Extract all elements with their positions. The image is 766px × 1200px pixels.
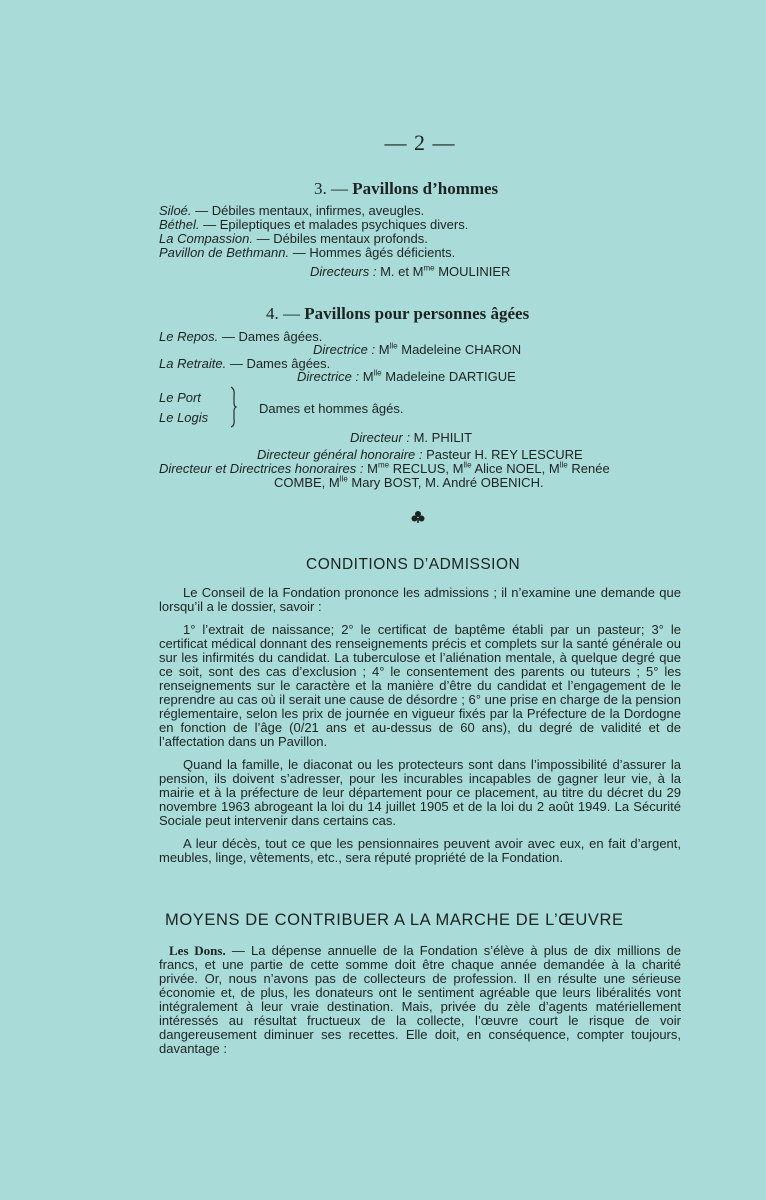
conditions-body <box>159 586 681 874</box>
director-sup: lle <box>373 368 382 378</box>
hon-name: COMBE, <box>274 475 326 490</box>
directors-sup: me <box>423 263 435 273</box>
repos-line <box>159 330 322 344</box>
retraite-desc: — Dames âgées. <box>229 356 331 371</box>
conditions-paragraph: Le Conseil de la Fondation prononce les admissions ; il n’examine une demande que lorsqu’il a le dossier, savoir : <box>159 585 681 614</box>
port-logis-desc: Dames et hommes âgés. <box>259 401 404 416</box>
moyens-body <box>159 944 681 1065</box>
retraite-director <box>297 370 516 384</box>
item-name: Siloé. <box>159 203 192 218</box>
logis-name: Le Logis <box>159 410 209 425</box>
hon-name: Alice NOEL, <box>474 461 546 476</box>
repos-director <box>313 343 521 357</box>
repos-name: Le Repos. <box>159 329 219 344</box>
hon-pre: M <box>548 461 560 476</box>
director-name: M. PHILIT <box>413 430 473 445</box>
director-label: Directeur : <box>350 430 410 445</box>
section-4-number: 4. — <box>266 304 300 323</box>
conditions-paragraph: A leur décès, tout ce que les pensionnaires peuvent avoir avec eux, en fait d’argent, meubles, linge, vêtements, etc., sera réputé propriété de la Fondation. <box>159 836 681 865</box>
hon-sup: lle <box>463 460 472 470</box>
hon-sup: lle <box>339 474 348 484</box>
section-3-item <box>159 232 428 246</box>
director-sup: lle <box>389 341 398 351</box>
hon-name: RECLUS, <box>392 461 450 476</box>
page-number: — 2 — <box>384 130 456 155</box>
section-3-item <box>159 246 455 260</box>
section-4-director <box>350 431 472 445</box>
port-name: Le Port <box>159 390 201 405</box>
director-pre: M <box>362 369 374 384</box>
conditions-heading: CONDITIONS D’ADMISSION <box>306 556 521 573</box>
hon-pre: M <box>367 461 378 476</box>
item-name: Pavillon de Bethmann. <box>159 245 290 260</box>
hon-name: Mary BOST, M. André OBENICH. <box>351 475 544 490</box>
dg-label: Directeur général honoraire : <box>257 447 423 462</box>
dons-paragraph <box>159 944 681 1056</box>
honoraires-line-1 <box>159 462 610 476</box>
director-pre: M <box>378 342 390 357</box>
director-general-honoraire <box>257 448 583 462</box>
hon-label: Directeur et Directrices honoraires : <box>159 461 364 476</box>
item-desc: — Hommes âgés déficients. <box>292 245 456 260</box>
moyens-heading: MOYENS DE CONTRIBUER A LA MARCHE DE L’ŒUVRE <box>165 911 624 929</box>
conditions-paragraph: Quand la famille, le diaconat ou les protecteurs sont dans l’impossibilité d’assurer la pension, ils doivent s’adresser, pour les incurables incapables de gagner leur vie, à la mairie et à la préfecture de leur département pour ce placement, au titre du décret du 29 novembre 1963 abrogeant la loi du 14 juillet 1905 et de la loi du 2 août 1949. La Sécurité Sociale peut intervenir dans certains cas. <box>159 757 681 828</box>
section-3-title-text: Pavillons d’hommes <box>352 179 499 198</box>
repos-desc: — Dames âgées. <box>221 329 323 344</box>
club-ornament-icon <box>411 510 425 524</box>
section-3-title <box>314 179 498 199</box>
directors-label: Directeurs : <box>310 264 377 279</box>
conditions-paragraph: 1° l’extrait de naissance; 2° le certificat de baptême établi par un pasteur; 3° le certificat médical donnant des renseignements précis et complets sur la santé générale ou sur les infirmités du candidat. La tuberculose et l’aliénation mentale, à quelque degré que ce soit, sont des cas d’exclusion ; 4° le consentement des parents ou tuteurs ; 5° les renseignements sur le caractère et la manière d’être du candidat et l’engagement de le reprendre au cas où il serait une cause de désordre ; 6° une prise en charge de la pension réglementaire, selon les prix de journée en vigueur fixés par la Préfecture de la Dordogne en fonction de l’âge (0/21 ans et au-dessus de 60 ans), du degré de validité et de l’affectation dans un Pavillon. <box>159 622 681 749</box>
hon-pre: M <box>328 475 340 490</box>
director-name: Madeleine DARTIGUE <box>385 369 516 384</box>
item-desc: — Epileptiques et malades psychiques divers. <box>203 217 469 232</box>
hon-sup: lle <box>559 460 568 470</box>
honoraires-line-2 <box>274 476 544 490</box>
dons-label: Les Dons. <box>169 943 226 958</box>
retraite-name: La Retraite. <box>159 356 227 371</box>
hon-name: Renée <box>571 461 610 476</box>
dons-text: — La dépense annuelle de la Fondation s’élève à plus de dix millions de francs, et une partie de cette somme doit être chaque année demandée à la charité privée. Or, nous n’avons pas de collecteurs de profession. Il en résulte une sérieuse économie et, de plus, les donateurs ont le sentiment agréable que leurs libéralités vont intégralement à leur vraie destination. Mais, privée du zèle d’agents matériellement intéressés au résultat fructueux de la collecte, l’œuvre court le risque de voir dangereusement diminuer ses recettes. Elle doit, en conséquence, compter toujours, davantage : <box>159 943 681 1056</box>
item-name: Béthel. <box>159 217 200 232</box>
hon-sup: me <box>377 460 390 470</box>
director-label: Directrice : <box>313 342 376 357</box>
section-3-item <box>159 204 424 218</box>
section-3-number: 3. — <box>314 179 348 198</box>
director-name: Madeleine CHARON <box>401 342 522 357</box>
directors-pre: M. et M <box>380 264 424 279</box>
director-label: Directrice : <box>297 369 360 384</box>
item-name: La Compassion. <box>159 231 253 246</box>
section-4-title-text: Pavillons pour personnes âgées <box>304 304 530 323</box>
dg-name: Pasteur H. REY LESCURE <box>426 447 583 462</box>
section-3-directors <box>310 265 510 279</box>
section-4-title <box>266 304 529 324</box>
directors-name: MOULINIER <box>438 264 511 279</box>
brace-icon <box>228 386 238 428</box>
section-3-item <box>159 218 468 232</box>
item-desc: — Débiles mentaux, infirmes, aveugles. <box>195 203 425 218</box>
item-desc: — Débiles mentaux profonds. <box>256 231 428 246</box>
hon-pre: M <box>452 461 464 476</box>
